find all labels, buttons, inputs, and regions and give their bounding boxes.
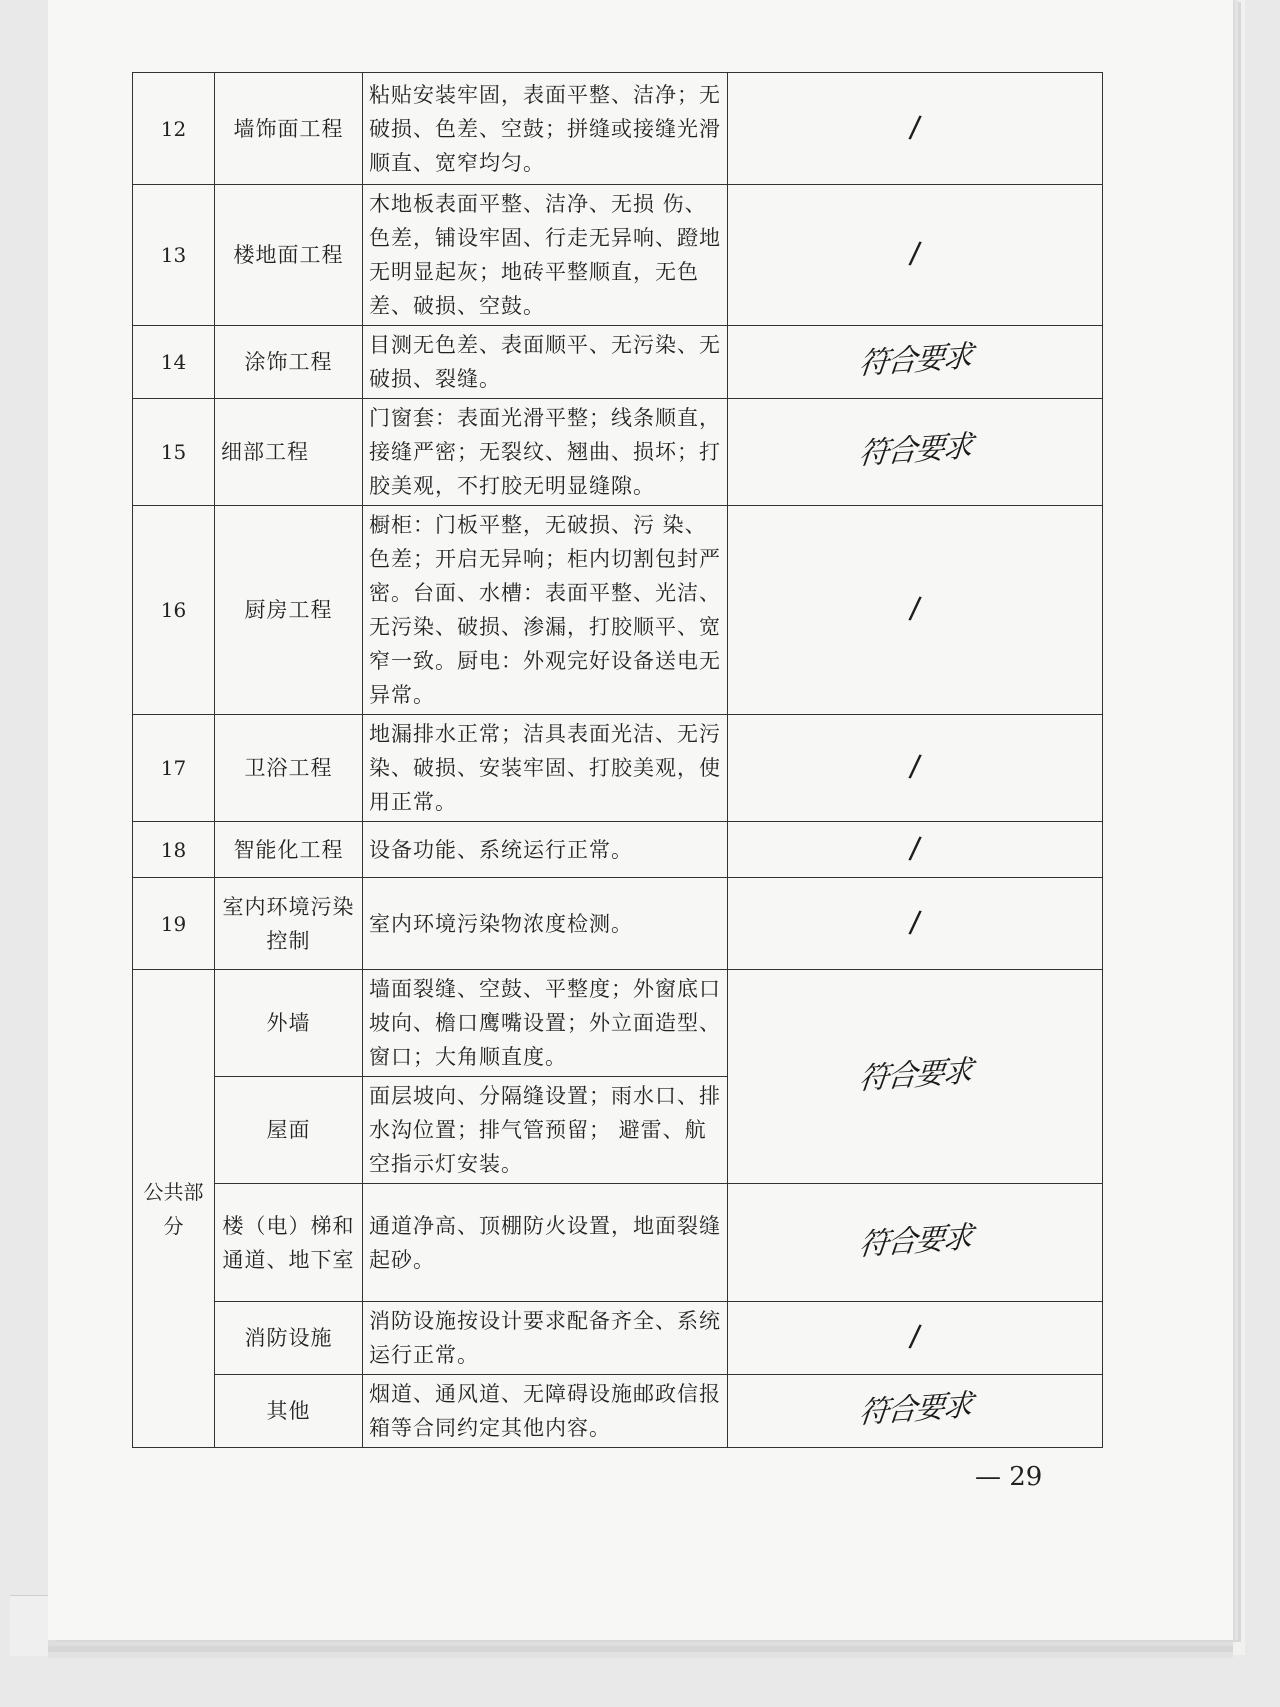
handwritten-signature: 符合要求: [857, 338, 973, 383]
requirement-text: 通道净高、顶棚防火设置，地面裂缝起砂。: [363, 1184, 728, 1302]
item-name: 墙饰面工程: [215, 73, 363, 185]
handwritten-signature: 符合要求: [857, 428, 973, 473]
result-signature: [728, 399, 1103, 506]
result-mark: [728, 506, 1103, 715]
result-mark: [728, 185, 1103, 326]
table-row: [133, 185, 1103, 326]
public-category: 公共部分: [133, 970, 215, 1448]
slash-mark: /: [907, 748, 923, 785]
requirement-text: 粘贴安装牢固，表面平整、洁净；无破损、色差、空鼓；拼缝或接缝光滑顺直、宽窄均匀。: [363, 73, 728, 185]
result-signature: [728, 970, 1103, 1184]
requirement-text: 目测无色差、表面顺平、无污染、无破损、裂缝。: [363, 326, 728, 399]
table-row: [133, 1184, 1103, 1302]
handwritten-signature: 符合要求: [857, 1387, 973, 1432]
row-number: 15: [133, 399, 215, 506]
item-name: 厨房工程: [215, 506, 363, 715]
requirement-text: 墙面裂缝、空鼓、平整度；外窗底口坡向、檐口鹰嘴设置；外立面造型、窗口；大角顺直度。: [363, 970, 728, 1077]
page-number: — 29: [975, 1462, 1043, 1492]
requirement-text: 橱柜：门板平整，无破损、污 染、色差；开启无异响；柜内切割包封严密。台面、水槽：表面平整、光洁、无污染、破损、渗漏，打胶顺平、宽窄一致。厨电：外观完好设备送电无异常。: [363, 506, 728, 715]
inspection-table: [132, 72, 1103, 1448]
item-name: 外墙: [215, 970, 363, 1077]
table-row: [133, 822, 1103, 878]
requirement-text: 面层坡向、分隔缝设置；雨水口、排水沟位置；排气管预留； 避雷、航空指示灯安装。: [363, 1077, 728, 1184]
item-name: 室内环境污染控制: [215, 878, 363, 970]
result-mark: [728, 73, 1103, 185]
slash-mark: /: [907, 1318, 923, 1355]
item-name: 卫浴工程: [215, 715, 363, 822]
table-row: [133, 1375, 1103, 1448]
requirement-text: 消防设施按设计要求配备齐全、系统运行正常。: [363, 1302, 728, 1375]
result-mark: [728, 1302, 1103, 1375]
result-signature: [728, 1184, 1103, 1302]
slash-mark: /: [907, 903, 923, 941]
item-name: 楼地面工程: [215, 185, 363, 326]
row-number: 19: [133, 878, 215, 970]
requirement-text: 室内环境污染物浓度检测。: [363, 878, 728, 970]
result-mark: [728, 715, 1103, 822]
handwritten-signature: 符合要求: [857, 1219, 973, 1263]
slash-mark: /: [907, 829, 923, 867]
table-row: [133, 970, 1103, 1077]
result-mark: [728, 822, 1103, 878]
item-name: 涂饰工程: [215, 326, 363, 399]
table-row: [133, 715, 1103, 822]
slash-mark: /: [907, 235, 923, 272]
result-signature: [728, 326, 1103, 399]
table-row: [133, 1302, 1103, 1375]
row-number: 12: [133, 73, 215, 185]
requirement-text: 地漏排水正常；洁具表面光洁、无污染、破损、安装牢固、打胶美观，使用正常。: [363, 715, 728, 822]
item-name: 细部工程: [215, 399, 363, 506]
row-number: 18: [133, 822, 215, 878]
item-name: 其他: [215, 1375, 363, 1448]
slash-mark: /: [907, 590, 923, 627]
table-row: [133, 878, 1103, 970]
item-name: 智能化工程: [215, 822, 363, 878]
table-row: [133, 399, 1103, 506]
table-row: [133, 326, 1103, 399]
row-number: 16: [133, 506, 215, 715]
requirement-text: 木地板表面平整、洁净、无损 伤、色差，铺设牢固、行走无异响、蹬地无明显起灰；地砖平整顺直，无色差、破损、空鼓。: [363, 185, 728, 326]
result-signature: [728, 1375, 1103, 1448]
table-row: [133, 506, 1103, 715]
item-name: 消防设施: [215, 1302, 363, 1375]
table-row: [133, 73, 1103, 185]
row-number: 14: [133, 326, 215, 399]
handwritten-signature: 符合要求: [857, 1053, 973, 1097]
requirement-text: 设备功能、系统运行正常。: [363, 822, 728, 878]
result-mark: [728, 878, 1103, 970]
requirement-text: 烟道、通风道、无障碍设施邮政信报箱等合同约定其他内容。: [363, 1375, 728, 1448]
slash-mark: /: [907, 108, 923, 146]
row-number: 17: [133, 715, 215, 822]
item-name: 屋面: [215, 1077, 363, 1184]
requirement-text: 门窗套：表面光滑平整；线条顺直，接缝严密；无裂纹、翘曲、损坏；打胶美观，不打胶无明显缝隙。: [363, 399, 728, 506]
row-number: 13: [133, 185, 215, 326]
item-name: 楼（电）梯和通道、地下室: [215, 1184, 363, 1302]
